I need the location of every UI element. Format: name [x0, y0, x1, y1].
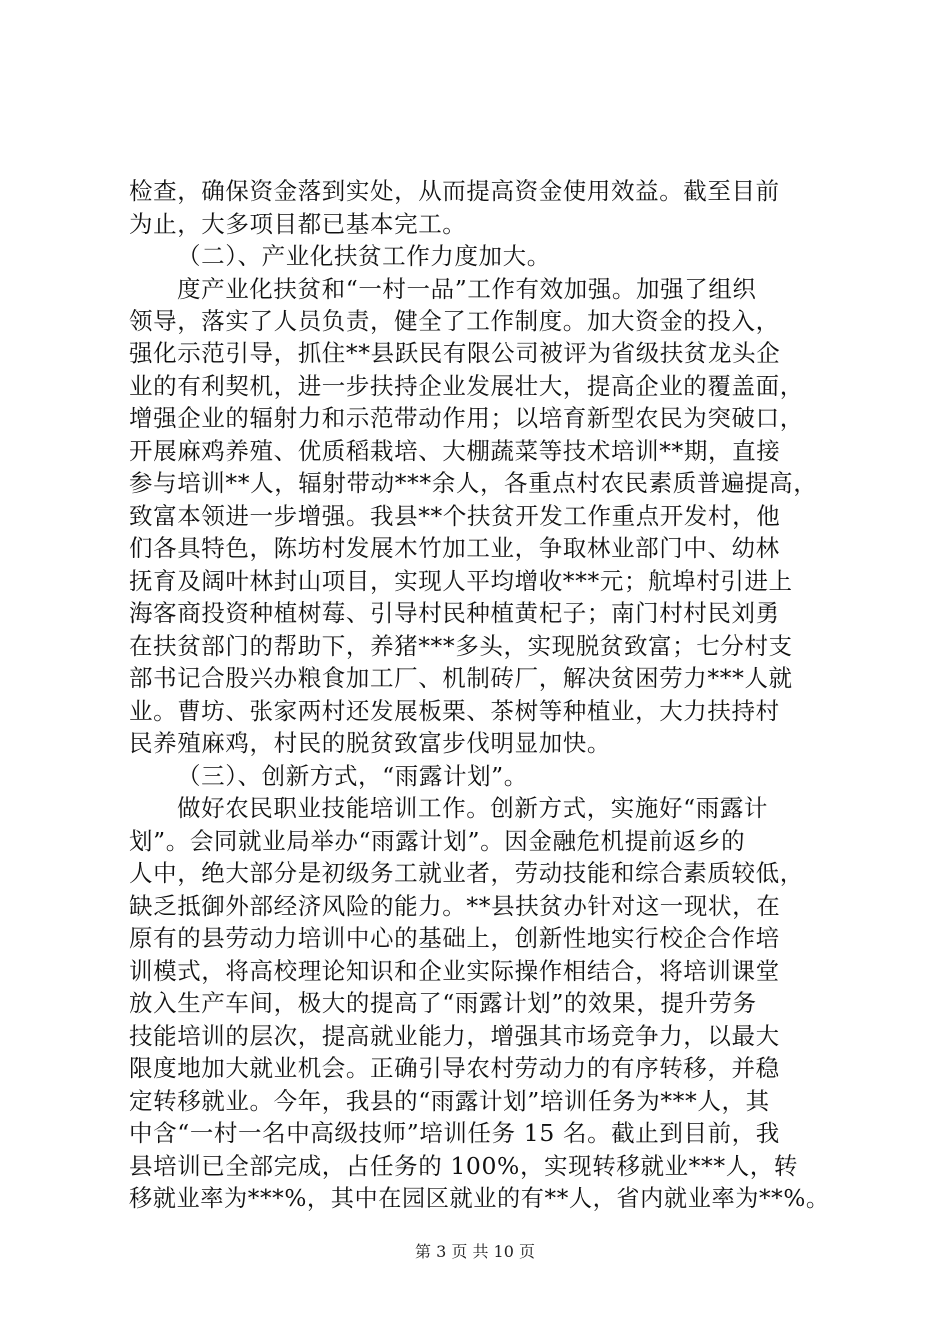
body-line: 为止，大多项目都已基本完工。	[129, 210, 467, 238]
body-line: 技能培训的层次，提高就业能力，增强其市场竞争力，以最大	[129, 1022, 780, 1050]
body-line: 移就业率为***%，其中在园区就业的有**人，省内就业率为**%。	[129, 1184, 830, 1212]
page-number: 第 3 页 共 10 页	[415, 1242, 535, 1261]
body-line: 领导，落实了人员负责，健全了工作制度。加大资金的投入，	[129, 307, 780, 335]
body-line: 在扶贫部门的帮助下，养猪***多头，实现脱贫致富；七分村支	[129, 632, 793, 660]
body-line: 部书记合股兴办粮食加工厂、机制砖厂，解决贫困劳力***人就	[129, 664, 793, 692]
body-line: 原有的县劳动力培训中心的基础上，创新性地实行校企合作培	[129, 924, 780, 952]
body-line: 放入生产车间，极大的提高了“雨露计划”的效果，提升劳务	[129, 989, 757, 1017]
body-line: 民养殖麻鸡，村民的脱贫致富步伐明显加快。	[129, 729, 611, 757]
body-line: 业的有利契机，进一步扶持企业发展壮大，提高企业的覆盖面，	[129, 372, 804, 400]
body-line: 开展麻鸡养殖、优质稻栽培、大棚蔬菜等技术培训**期，直接	[129, 437, 781, 465]
body-line: 中含“一村一名中高级技师”培训任务 15 名。截止到目前，我	[129, 1119, 780, 1147]
body-line: 做好农民职业技能培训工作。创新方式，实施好“雨露计	[177, 794, 769, 822]
body-line: 海客商投资种植树莓、引导村民种植黄杞子；南门村村民刘勇	[129, 599, 780, 627]
body-line: 强化示范引导，抓住**县跃民有限公司被评为省级扶贫龙头企	[129, 339, 781, 367]
body-line: 限度地加大就业机会。正确引导农村劳动力的有序转移，并稳	[129, 1054, 780, 1082]
body-line: 致富本领进一步增强。我县**个扶贫开发工作重点开发村，他	[129, 502, 781, 530]
body-line: 训模式，将高校理论知识和企业实际操作相结合，将培训课堂	[129, 957, 780, 985]
body-line: 增强企业的辐射力和示范带动作用；以培育新型农民为突破口，	[129, 404, 804, 432]
body-line: 们各具特色，陈坊村发展木竹加工业，争取林业部门中、幼林	[129, 534, 780, 562]
body-line: 度产业化扶贫和“一村一品”工作有效加强。加强了组织	[177, 275, 757, 303]
body-line: 抚育及阔叶林封山项目，实现人平均增收***元；航埠村引进上	[129, 567, 793, 595]
body-line: 定转移就业。今年，我县的“雨露计划”培训任务为***人，其	[129, 1087, 770, 1115]
body-line: 业。曹坊、张家两村还发展板栗、茶树等种植业，大力扶持村	[129, 697, 780, 725]
body-line: 缺乏抵御外部经济风险的能力。**县扶贫办针对这一现状，在	[129, 892, 781, 920]
body-line: 检查，确保资金落到实处，从而提高资金使用效益。截至目前	[129, 177, 780, 205]
body-line: 划”。会同就业局举办“雨露计划”。因金融危机提前返乡的	[129, 827, 746, 855]
body-line: 县培训已全部完成，占任务的 100%，实现转移就业***人，转	[129, 1152, 799, 1180]
section-heading: （三）、创新方式，“雨露计划”。	[177, 762, 528, 790]
section-heading: （二）、产业化扶贫工作力度加大。	[177, 242, 551, 270]
body-line: 参与培训**人，辐射带动***余人，各重点村农民素质普遍提高，	[129, 469, 818, 497]
body-line: 人中，绝大部分是初级务工就业者，劳动技能和综合素质较低，	[129, 859, 804, 887]
